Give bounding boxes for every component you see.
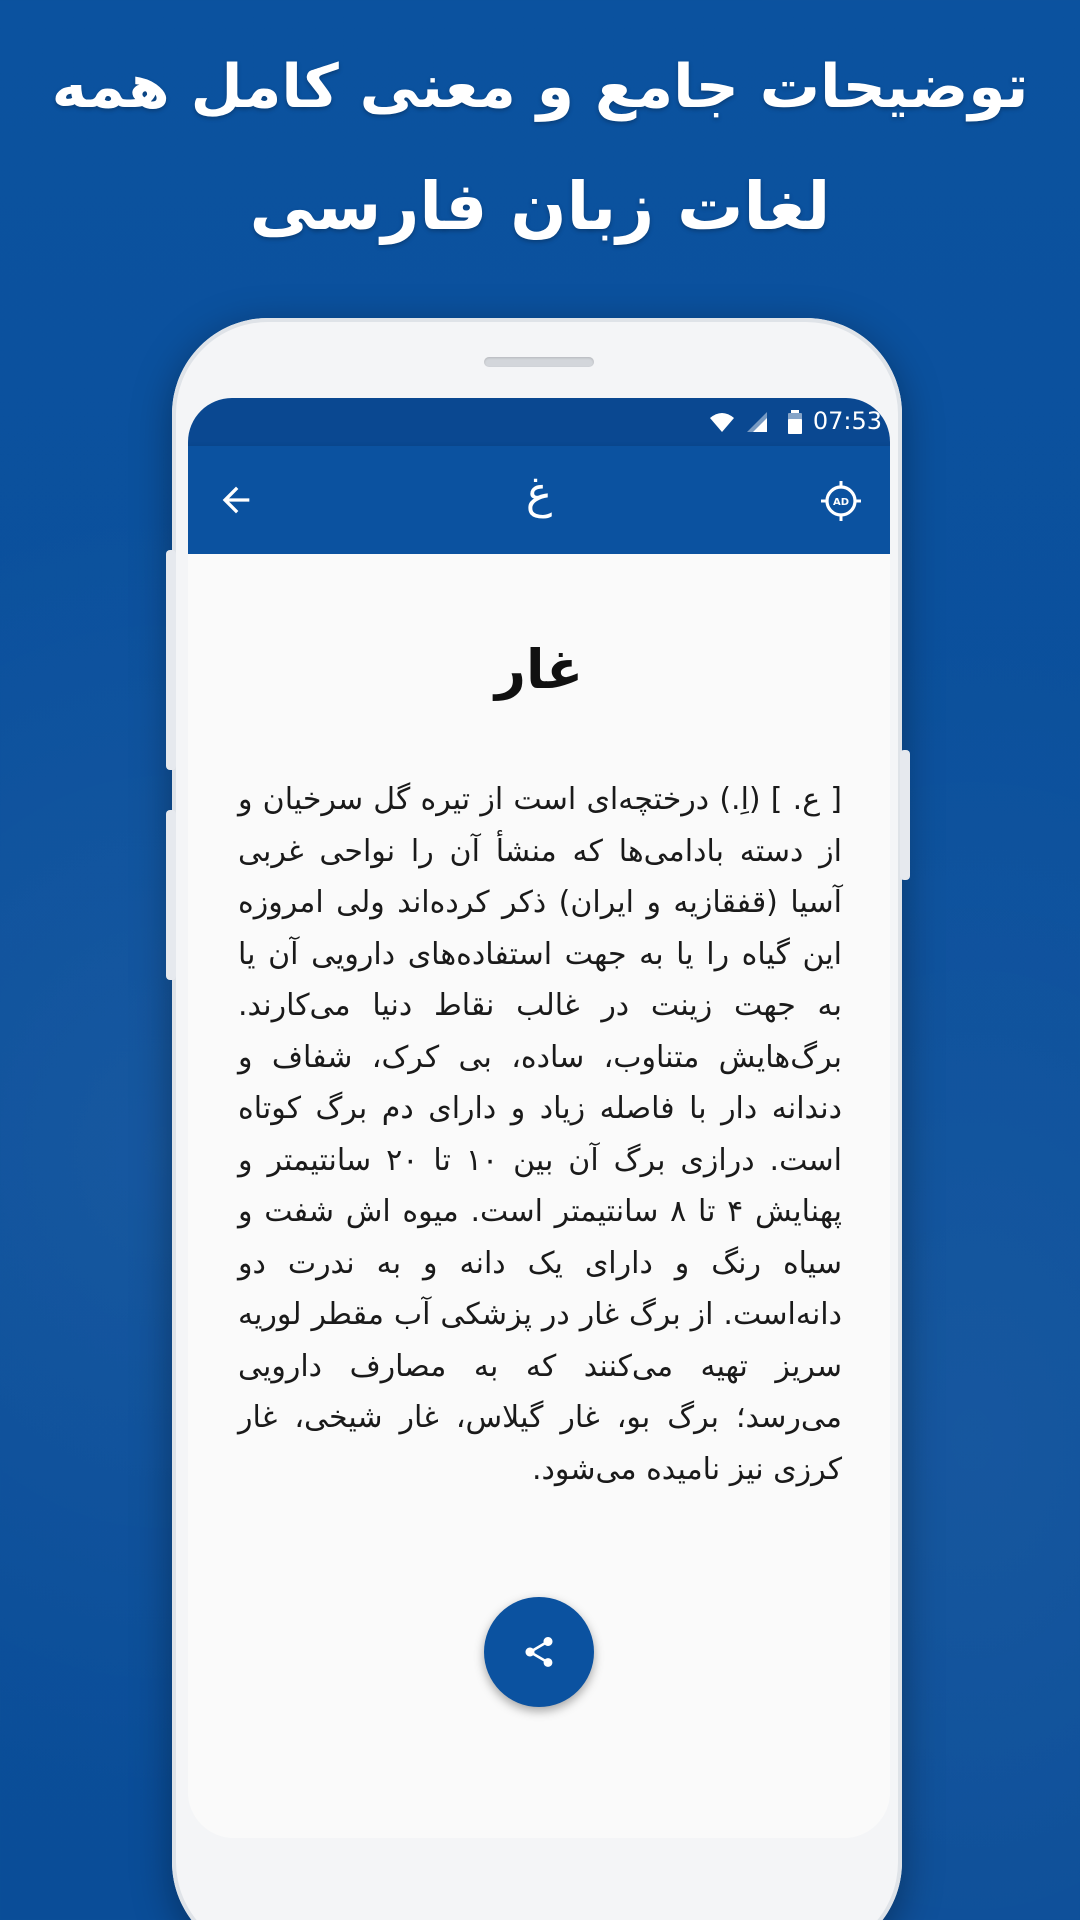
signal-icon <box>745 410 769 434</box>
promo-headline-line2: لغات زبان فارسی <box>249 168 831 245</box>
phone-side-button-left <box>166 550 176 770</box>
phone-screen <box>188 398 890 1838</box>
status-bar <box>188 398 890 446</box>
entry-content <box>188 554 890 1838</box>
app-bar <box>188 446 890 554</box>
status-time: 07:53 <box>812 407 882 435</box>
phone-speaker <box>484 357 594 367</box>
phone-side-button-left-lower <box>166 810 176 980</box>
page-title: غ <box>525 468 553 519</box>
phone-side-button-right <box>900 750 910 880</box>
wifi-icon <box>709 410 735 434</box>
svg-text:AD: AD <box>832 497 850 508</box>
entry-definition: [ ع. ] (اِ.) درختچه‌ای است از تیره گل سرخیان و از دسته بادامی‌ها که منشأ آن را نواحی غربی آسیا (قفقازیه و ایران) ذکر کرده‌اند ولی امروزه این گیاه را یا به جهت استفاده‌های دارویی آن یا به جهت زینت در غالب نقاط دنیا می‌کارند. برگ‌هایش متناوب، ساده، بی کرک، شفاف و دندانه دار با فاصله زیاد و دارای دم برگ کوتاه است. درازی برگ آن بین ۱۰ تا ۲۰ سانتیمتر و پهنایش ۴ تا ۸ سانتیمتر است. میوه اش شفت و سیاه رنگ و دارای یک دانه و به ندرت دو دانه‌است. از برگ غار در پزشکی آب مقطر لوریه سریز تهیه می‌کنند که به مصارف دارویی می‌رسد؛ برگ بو، غار گیلاس، غار شیخی، غار کرزی نیز نامیده می‌شود. <box>238 782 843 1487</box>
promo-headline-line1: توضیحات جامع و معنی کامل همه <box>51 52 1029 122</box>
entry-word: غار <box>494 638 584 701</box>
ad-icon[interactable] <box>820 480 862 522</box>
share-icon <box>521 1634 557 1670</box>
battery-icon <box>787 410 803 434</box>
share-button[interactable] <box>484 1597 594 1707</box>
